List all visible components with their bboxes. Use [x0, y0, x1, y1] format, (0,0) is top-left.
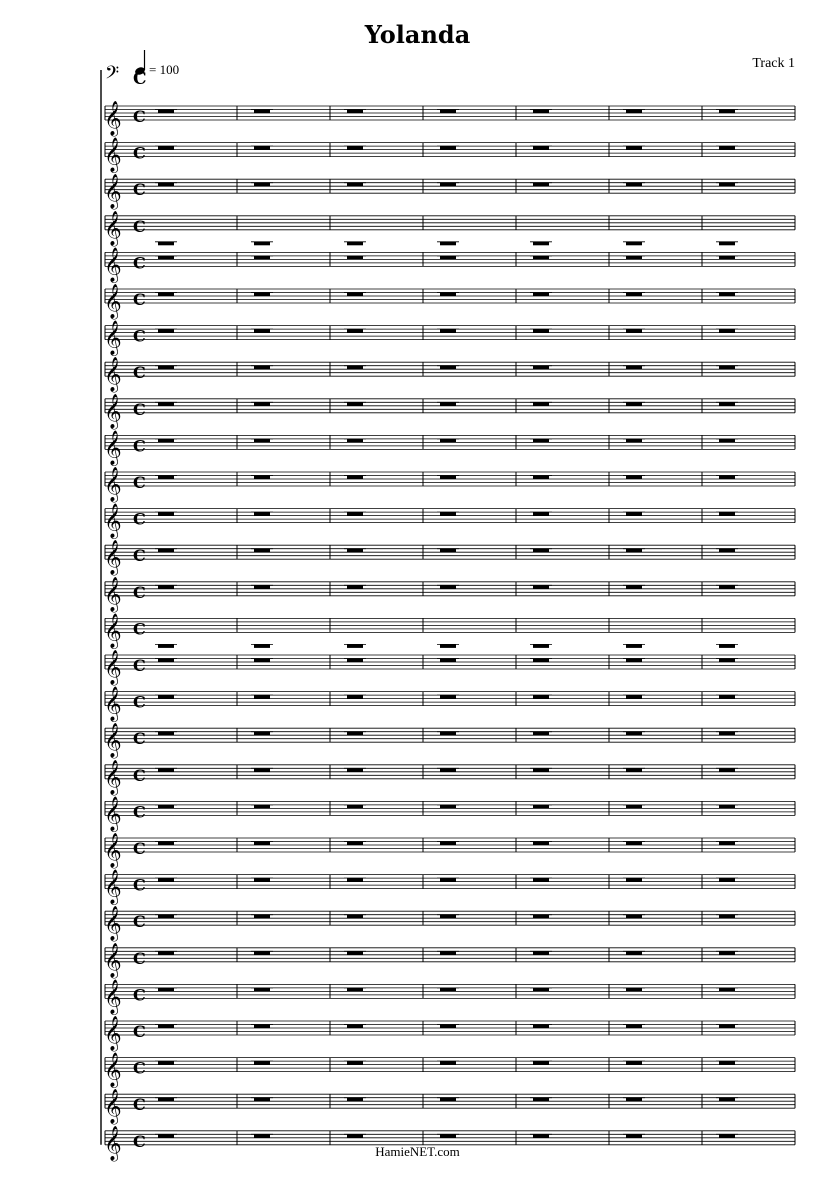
treble-clef-icon: 𝄞: [104, 467, 122, 502]
treble-clef-icon: 𝄞: [104, 576, 122, 612]
whole-rest: [347, 659, 363, 663]
whole-rest: [158, 805, 174, 809]
whole-rest: [347, 988, 363, 992]
treble-clef-icon: 𝄞: [104, 650, 122, 685]
whole-rest: [719, 585, 735, 589]
whole-rest: [158, 644, 174, 648]
whole-rest: [533, 549, 549, 553]
whole-rest: [626, 146, 642, 150]
whole-rest: [158, 1098, 174, 1102]
whole-rest: [440, 1025, 456, 1029]
whole-rest: [347, 695, 363, 699]
time-signature: C: [133, 180, 146, 200]
time-signature: C: [133, 729, 146, 749]
whole-rest: [440, 183, 456, 187]
whole-rest: [719, 476, 735, 480]
staff: [104, 870, 795, 906]
time-signature: C: [133, 619, 146, 639]
staff: [104, 174, 795, 210]
treble-clef-icon: 𝄞: [104, 686, 122, 722]
whole-rest: [158, 476, 174, 480]
whole-rest: [440, 512, 456, 516]
time-signature: C: [133, 436, 146, 456]
staff: [104, 979, 795, 1015]
whole-rest: [347, 585, 363, 589]
whole-rest: [719, 293, 735, 297]
whole-rest: [440, 329, 456, 333]
whole-rest: [719, 183, 735, 187]
staff: [104, 943, 795, 979]
whole-rest: [158, 439, 174, 443]
whole-rest: [533, 842, 549, 846]
whole-rest: [440, 951, 456, 955]
whole-rest: [719, 768, 735, 772]
whole-rest: [626, 1025, 642, 1029]
whole-rest: [254, 915, 270, 919]
treble-clef-icon: 𝄞: [104, 503, 122, 539]
staff: [104, 577, 795, 613]
whole-rest: [440, 768, 456, 772]
bass-clef-icon: [105, 63, 119, 88]
staff: [104, 247, 795, 283]
whole-rest: [158, 1061, 174, 1065]
whole-rest: [254, 1098, 270, 1102]
time-signature: C: [133, 985, 146, 1005]
treble-clef-icon: 𝄞: [104, 1052, 122, 1088]
whole-rest: [533, 659, 549, 663]
whole-rest: [347, 951, 363, 955]
whole-rest: [533, 1061, 549, 1065]
whole-rest: [533, 256, 549, 260]
whole-rest: [626, 878, 642, 882]
whole-rest: [254, 256, 270, 260]
whole-rest: [254, 512, 270, 516]
bass-time-signature: C: [133, 69, 147, 89]
whole-rest: [719, 732, 735, 736]
staff: [104, 357, 795, 393]
whole-rest: [719, 951, 735, 955]
staff: [104, 211, 795, 247]
time-signature: C: [133, 1095, 146, 1115]
whole-rest: [533, 110, 549, 114]
whole-rest: [158, 110, 174, 114]
whole-rest: [626, 293, 642, 297]
whole-rest: [719, 512, 735, 516]
whole-rest: [719, 878, 735, 882]
whole-rest: [347, 878, 363, 882]
whole-rest: [533, 242, 549, 246]
whole-rest: [533, 805, 549, 809]
whole-rest: [719, 256, 735, 260]
whole-rest: [719, 805, 735, 809]
whole-rest: [158, 242, 174, 246]
whole-rest: [626, 585, 642, 589]
whole-rest: [626, 439, 642, 443]
whole-rest: [719, 329, 735, 333]
whole-rest: [254, 476, 270, 480]
whole-rest: [440, 366, 456, 370]
time-signature: C: [133, 692, 146, 712]
whole-rest: [440, 842, 456, 846]
time-signature: C: [133, 216, 146, 236]
whole-rest: [254, 732, 270, 736]
staff: [104, 760, 795, 796]
whole-rest: [626, 402, 642, 406]
whole-rest: [347, 329, 363, 333]
whole-rest: [347, 366, 363, 370]
time-signature: C: [133, 363, 146, 383]
whole-rest: [347, 183, 363, 187]
whole-rest: [347, 732, 363, 736]
whole-rest: [440, 1134, 456, 1138]
whole-rest: [719, 695, 735, 699]
staff: [104, 394, 795, 430]
staff: [104, 833, 795, 869]
whole-rest: [533, 915, 549, 919]
whole-rest: [254, 988, 270, 992]
staff: [104, 504, 795, 540]
whole-rest: [440, 110, 456, 114]
whole-rest: [158, 329, 174, 333]
whole-rest: [254, 644, 270, 648]
treble-clef-icon: 𝄞: [104, 869, 122, 905]
whole-rest: [158, 695, 174, 699]
staff: [104, 321, 795, 357]
time-signature: C: [133, 326, 146, 346]
whole-rest: [254, 402, 270, 406]
svg-text:𝄢: 𝄢: [105, 63, 120, 88]
whole-rest: [254, 695, 270, 699]
staff: [104, 687, 795, 723]
whole-rest: [533, 146, 549, 150]
whole-rest: [533, 878, 549, 882]
time-signature: C: [133, 1058, 146, 1078]
staff: [104, 723, 795, 759]
staff: [104, 650, 795, 686]
whole-rest: [719, 915, 735, 919]
whole-rest: [254, 293, 270, 297]
whole-rest: [158, 512, 174, 516]
whole-rest: [158, 402, 174, 406]
whole-rest: [626, 951, 642, 955]
treble-clef-icon: 𝄞: [104, 210, 122, 246]
whole-rest: [533, 329, 549, 333]
whole-rest: [719, 110, 735, 114]
whole-rest: [533, 439, 549, 443]
whole-rest: [254, 110, 270, 114]
whole-rest: [347, 915, 363, 919]
time-signature: C: [133, 509, 146, 529]
treble-clef-icon: 𝄞: [104, 759, 122, 795]
whole-rest: [533, 951, 549, 955]
whole-rest: [347, 1098, 363, 1102]
score-title: Yolanda: [364, 20, 471, 49]
whole-rest: [626, 1134, 642, 1138]
whole-rest: [533, 476, 549, 480]
whole-rest: [533, 644, 549, 648]
whole-rest: [254, 659, 270, 663]
treble-clef-icon: 𝄞: [104, 174, 122, 210]
treble-clef-icon: 𝄞: [104, 906, 122, 942]
whole-rest: [254, 366, 270, 370]
whole-rest: [719, 1098, 735, 1102]
whole-rest: [347, 512, 363, 516]
whole-rest: [254, 1134, 270, 1138]
whole-rest: [719, 549, 735, 553]
whole-rest: [158, 951, 174, 955]
time-signature: C: [133, 948, 146, 968]
whole-rest: [440, 585, 456, 589]
whole-rest: [254, 439, 270, 443]
whole-rest: [254, 951, 270, 955]
time-signature: C: [133, 912, 146, 932]
whole-rest: [719, 1134, 735, 1138]
whole-rest: [626, 915, 642, 919]
tempo-text: = 100: [149, 62, 180, 77]
whole-rest: [533, 1025, 549, 1029]
whole-rest: [440, 1098, 456, 1102]
treble-clef-icon: 𝄞: [104, 393, 122, 429]
whole-rest: [719, 402, 735, 406]
staff: [104, 796, 795, 832]
whole-rest: [347, 242, 363, 246]
whole-rest: [254, 768, 270, 772]
whole-rest: [158, 1134, 174, 1138]
whole-rest: [254, 1025, 270, 1029]
whole-rest: [626, 842, 642, 846]
treble-clef-icon: 𝄞: [104, 613, 122, 649]
track-label: Track 1: [752, 56, 795, 71]
whole-rest: [440, 644, 456, 648]
treble-clef-icon: 𝄞: [104, 1125, 122, 1161]
whole-rest: [347, 805, 363, 809]
whole-rest: [719, 1025, 735, 1029]
treble-clef-icon: 𝄞: [104, 247, 122, 283]
staff: [104, 613, 795, 649]
whole-rest: [626, 329, 642, 333]
whole-rest: [158, 659, 174, 663]
whole-rest: [158, 988, 174, 992]
whole-rest: [533, 183, 549, 187]
whole-rest: [440, 146, 456, 150]
whole-rest: [347, 549, 363, 553]
treble-clef-icon: 𝄞: [104, 430, 122, 466]
whole-rest: [533, 695, 549, 699]
whole-rest: [158, 842, 174, 846]
whole-rest: [254, 146, 270, 150]
whole-rest: [719, 242, 735, 246]
whole-rest: [440, 695, 456, 699]
whole-rest: [347, 768, 363, 772]
time-signature: C: [133, 802, 146, 822]
whole-rest: [533, 1098, 549, 1102]
staff: [104, 540, 795, 576]
whole-rest: [347, 293, 363, 297]
whole-rest: [254, 585, 270, 589]
whole-rest: [158, 768, 174, 772]
staff: [104, 1016, 795, 1052]
staff: [104, 906, 795, 942]
treble-clef-icon: 𝄞: [104, 320, 122, 356]
whole-rest: [254, 183, 270, 187]
whole-rest: [719, 1061, 735, 1065]
whole-rest: [347, 1025, 363, 1029]
whole-rest: [626, 768, 642, 772]
whole-rest: [626, 695, 642, 699]
whole-rest: [440, 242, 456, 246]
whole-rest: [158, 915, 174, 919]
whole-rest: [533, 988, 549, 992]
staff: [104, 1089, 795, 1125]
whole-rest: [158, 146, 174, 150]
time-signature: C: [133, 1022, 146, 1041]
whole-rest: [254, 1061, 270, 1065]
whole-rest: [626, 549, 642, 553]
whole-rest: [158, 878, 174, 882]
whole-rest: [719, 439, 735, 443]
whole-rest: [533, 585, 549, 589]
treble-clef-icon: 𝄞: [104, 540, 122, 576]
whole-rest: [626, 242, 642, 246]
whole-rest: [626, 476, 642, 480]
whole-rest: [626, 366, 642, 370]
whole-rest: [719, 988, 735, 992]
whole-rest: [626, 1061, 642, 1065]
time-signature: C: [133, 875, 146, 895]
whole-rest: [347, 1134, 363, 1138]
whole-rest: [626, 732, 642, 736]
treble-clef-icon: 𝄞: [104, 1016, 122, 1051]
whole-rest: [440, 476, 456, 480]
whole-rest: [626, 110, 642, 114]
whole-rest: [254, 842, 270, 846]
whole-rest: [440, 988, 456, 992]
whole-rest: [626, 659, 642, 663]
whole-rest: [347, 146, 363, 150]
whole-rest: [533, 732, 549, 736]
whole-rest: [719, 659, 735, 663]
whole-rest: [347, 439, 363, 443]
whole-rest: [626, 1098, 642, 1102]
whole-rest: [347, 1061, 363, 1065]
whole-rest: [626, 256, 642, 260]
whole-rest: [719, 644, 735, 648]
treble-clef-icon: 𝄞: [104, 357, 122, 393]
treble-clef-icon: 𝄞: [104, 101, 122, 136]
whole-rest: [158, 549, 174, 553]
staff: [104, 467, 795, 503]
whole-rest: [347, 644, 363, 648]
whole-rest: [719, 146, 735, 150]
time-signature: C: [133, 473, 146, 492]
whole-rest: [533, 768, 549, 772]
whole-rest: [347, 476, 363, 480]
footer-credit: HamieNET.com: [375, 1144, 460, 1159]
whole-rest: [254, 329, 270, 333]
whole-rest: [440, 293, 456, 297]
whole-rest: [719, 842, 735, 846]
whole-rest: [347, 402, 363, 406]
staff: [104, 284, 795, 320]
whole-rest: [626, 644, 642, 648]
whole-rest: [158, 585, 174, 589]
time-signature: C: [133, 656, 146, 675]
whole-rest: [533, 402, 549, 406]
time-signature: C: [133, 1131, 146, 1151]
whole-rest: [626, 988, 642, 992]
whole-rest: [440, 915, 456, 919]
staff: [104, 101, 795, 137]
time-signature: C: [133, 253, 146, 273]
whole-rest: [440, 732, 456, 736]
treble-clef-icon: 𝄞: [104, 284, 122, 319]
time-signature: C: [133, 399, 146, 419]
time-signature: C: [133, 765, 146, 785]
whole-rest: [347, 256, 363, 260]
time-signature: C: [133, 839, 146, 858]
whole-rest: [254, 805, 270, 809]
treble-clef-icon: 𝄞: [104, 1089, 122, 1125]
whole-rest: [533, 1134, 549, 1138]
whole-rest: [533, 293, 549, 297]
staff: [104, 430, 795, 466]
whole-rest: [440, 805, 456, 809]
whole-rest: [440, 878, 456, 882]
treble-clef-icon: 𝄞: [104, 979, 122, 1015]
whole-rest: [626, 805, 642, 809]
whole-rest: [719, 366, 735, 370]
time-signature: C: [133, 546, 146, 566]
whole-rest: [347, 842, 363, 846]
treble-clef-icon: 𝄞: [104, 942, 122, 978]
whole-rest: [158, 293, 174, 297]
staff: [104, 1053, 795, 1089]
whole-rest: [533, 366, 549, 370]
whole-rest: [254, 878, 270, 882]
treble-clef-icon: 𝄞: [104, 796, 122, 832]
whole-rest: [158, 183, 174, 187]
whole-rest: [158, 366, 174, 370]
time-signature: C: [133, 143, 146, 163]
whole-rest: [254, 549, 270, 553]
whole-rest: [626, 183, 642, 187]
whole-rest: [347, 110, 363, 114]
treble-clef-icon: 𝄞: [104, 137, 122, 173]
whole-rest: [254, 242, 270, 246]
treble-clef-icon: 𝄞: [104, 833, 122, 868]
time-signature: C: [133, 107, 146, 126]
treble-clef-icon: 𝄞: [104, 723, 122, 759]
staff: [104, 138, 795, 174]
whole-rest: [158, 1025, 174, 1029]
whole-rest: [440, 402, 456, 406]
whole-rest: [440, 256, 456, 260]
whole-rest: [440, 659, 456, 663]
whole-rest: [158, 732, 174, 736]
whole-rest: [440, 549, 456, 553]
whole-rest: [440, 439, 456, 443]
time-signature: C: [133, 582, 146, 602]
whole-rest: [533, 512, 549, 516]
whole-rest: [158, 256, 174, 260]
whole-rest: [440, 1061, 456, 1065]
whole-rest: [626, 512, 642, 516]
time-signature: C: [133, 290, 146, 309]
